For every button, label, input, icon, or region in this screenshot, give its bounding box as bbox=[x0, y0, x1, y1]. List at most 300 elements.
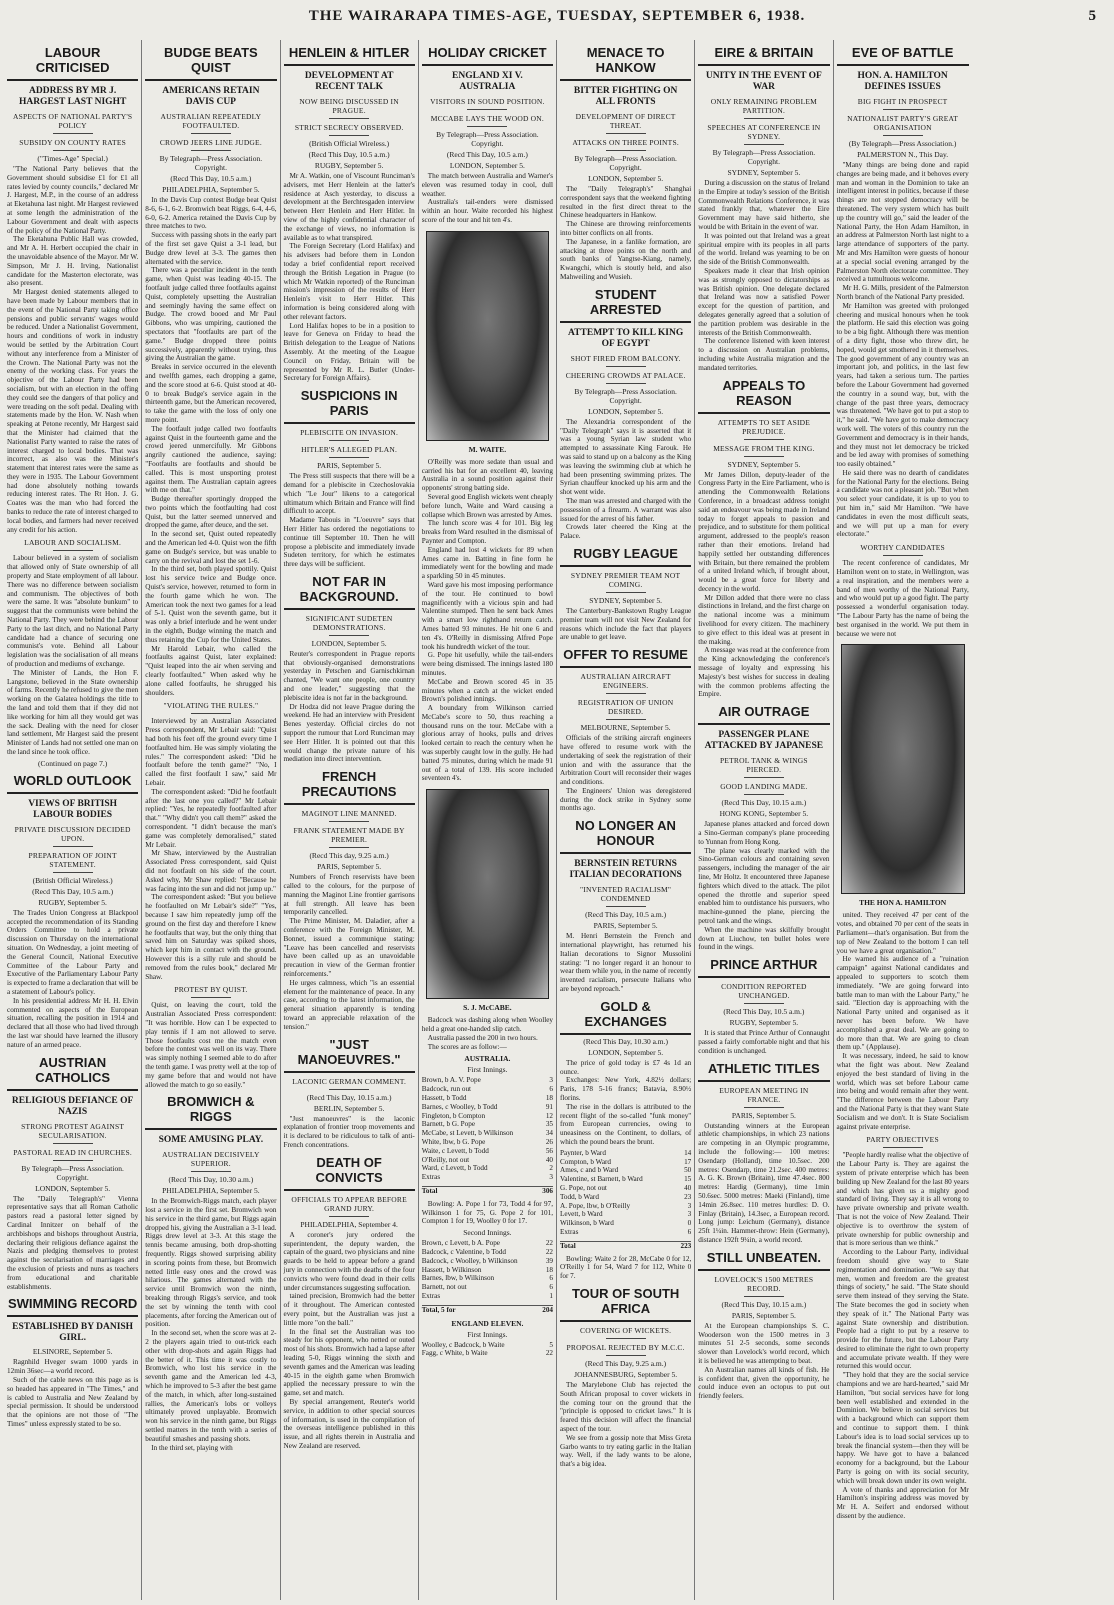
dateline: BERLIN, September 5. bbox=[313, 1103, 385, 1113]
divider-rule bbox=[606, 383, 646, 384]
paragraph: The plane was clearly marked with the Sino-German colours and containing seven passengers, including the manager of the air line, Mr Holtz. It encountered three Japanese fighters which dived to the attack. The pilot opened the throttle and superior speed enabled him to outdistance his pursuers, who machine-gunned the plane, piercing the petrol tank and the wings. bbox=[698, 846, 830, 926]
paragraph: The Canterbury-Bankstown Rugby League premier team will not visit New Zealand for reasons which include the fact that players are unable to get leave. bbox=[560, 606, 692, 642]
headline: APPEALS TO REASON bbox=[698, 375, 829, 414]
deck: WORTHY CANDIDATES bbox=[860, 543, 945, 553]
dateline: (Recd This Day, 10.5 a.m.) bbox=[308, 150, 390, 159]
paragraph: A vote of thanks and appreciation for Mr Hamilton's inspiring address was moved by Mr H. A. Seifert and endorsed without dissent by the audience. bbox=[836, 1485, 969, 1521]
photo-caption: S. J. McCABE. bbox=[463, 1003, 512, 1013]
score-label: Extras bbox=[421, 1291, 441, 1300]
paragraph: "Just manoeuvres" is the laconic explanation of frontier troop movements and it is declared to be ridiculous to talk of anti-French concentrations. bbox=[283, 1114, 415, 1149]
paragraph: The Press still suspects that there will be a demand for a plebiscite in Czechoslovakia which "Le Jour" likens to a categorical ultimatum which Britain and France will find difficult to accept. bbox=[283, 472, 415, 516]
dateline: LONDON, September 5. bbox=[449, 161, 525, 170]
headline: PRINCE ARTHUR bbox=[698, 954, 829, 978]
deck: MAGINOT LINE MANNED. bbox=[301, 809, 397, 819]
headline: OFFER TO RESUME bbox=[560, 644, 691, 668]
divider-rule bbox=[53, 150, 93, 151]
paragraph: Mr Dillon added that there were no class distinctions in Ireland, and the first charge on the national income was a minimum livelihood for every citizen. The machinery to give effect to this ideal was at present in the making. bbox=[698, 593, 830, 646]
score-value: 17 bbox=[684, 1157, 692, 1166]
deck: SPEECHES AT CONFERENCE IN SYDNEY. bbox=[707, 123, 821, 141]
deck: MESSAGE FROM THE KING. bbox=[713, 443, 815, 453]
deck: STRICT SECRECY OBSERVED. bbox=[294, 123, 404, 132]
paragraph: Speakers made it clear that Irish opinion was as strongly opposed to dictatorships as was British opinion. One delegate declared that Ireland was now a satisfied Power except for the question of partition, and delegates generally agreed that a solution of the partition problem was desirable in the interests of the British Commonwealth. bbox=[698, 266, 830, 337]
divider-rule bbox=[329, 135, 369, 136]
score-value: 3 bbox=[549, 1076, 553, 1085]
headline: STILL UNBEATEN. bbox=[698, 1247, 829, 1271]
score-table bbox=[422, 1186, 553, 1196]
score-value: 34 bbox=[545, 1129, 553, 1138]
score-label: Total bbox=[560, 1241, 576, 1250]
score-row bbox=[422, 1164, 553, 1173]
score-label: Brown, b A. V. Pope bbox=[421, 1076, 481, 1085]
table-title: AUSTRALIA. bbox=[464, 1054, 511, 1064]
divider-rule bbox=[883, 135, 923, 136]
dateline: By Telegraph—Press Association. Copyright. bbox=[574, 154, 677, 172]
dateline: PARIS, September 5. bbox=[593, 921, 658, 931]
paragraph: The correspondent asked: "Did he footfault after the last one you called?" Mr Lebair replied: "Yes, he repeatedly footfaulted after that." "Why didn't you call them?" asked the correspondent. "I didn't because the man's game was completely demoralised," stated Mr Lebair. bbox=[145, 787, 277, 849]
headline: WORLD OUTLOOK bbox=[7, 770, 138, 794]
paragraph: Crowds later cheered the King at the Palace. bbox=[560, 523, 692, 541]
dateline: HONG KONG, September 5. bbox=[719, 809, 809, 819]
divider-rule bbox=[191, 133, 231, 134]
paragraph: Several good English wickets went cheaply before lunch, Waite and Ward causing a collapse which Brown was arrested by Ames. bbox=[421, 492, 553, 519]
score-row bbox=[560, 1175, 691, 1184]
paragraph: According to the Labour Party, individual freedom should give way to State regimentation and domination. "We say that men, women and freedom are the greatest things of society," he said. "The State should serve them instead of they serving the State. The State becomes the god in society when they speak of it." The National Party was against State ownership and distribution. People had a right to put by a reserve to provide for the future, but the Labour Party desired to eliminate the right to own property and accumulate private wealth. If they were returned this would occur. bbox=[836, 1248, 969, 1371]
paragraph: The Foreign Secretary (Lord Halifax) and his advisers had before them in London today a brief confidential report received through the British Legation in Prague (to which Mr Watkin reported) of the Runciman mission's impression of the results of Herr Henlein's visit to Herr Hitler. This information is being considered along with other relevant factors. bbox=[283, 242, 415, 321]
headline: EVE OF BATTLE bbox=[837, 42, 969, 66]
paragraph: "The National Party believes that the Government should subsidise £1 for £1 all rates levied by county councils," declared Mr J. Hargest, M.P., in the course of an address at Eketahuna last night. Mr Hargest reviewed at some length the administration of the Labour Government and dealt with aspects of the policy of the National Party. bbox=[7, 165, 139, 235]
deck: AUSTRALIAN AIRCRAFT ENGINEERS. bbox=[580, 672, 671, 691]
divider-rule bbox=[606, 1355, 646, 1356]
score-label: Fingleton, b Compton bbox=[421, 1111, 486, 1120]
headline: "JUST MANOEUVRES." bbox=[284, 1034, 415, 1073]
deck: SHOT FIRED FROM BALCONY. bbox=[570, 353, 681, 363]
score-value: 0 bbox=[687, 1219, 692, 1228]
score-row bbox=[422, 1156, 553, 1165]
divider-rule bbox=[744, 1296, 784, 1297]
paragraph: Labour believed in a system of socialism that allowed only of State ownership of all property and State employment of all labour. There was no difference between socialism and communism. The objectives of both were the same. It was "absolute bunkum" to suggest that the communists were behind the National Party. They were behind the Labour Party to the last ditch, and no National Party candidate had a chance of securing one communist's vote. Behind all Labour legislation was the socialisation of all means of production and mediums of exchange. bbox=[7, 554, 139, 669]
dateline: (Recd This Day, 10.15 a.m.) bbox=[721, 798, 807, 808]
score-table bbox=[560, 1149, 691, 1237]
score-row bbox=[422, 1283, 553, 1292]
score-value: 15 bbox=[684, 1175, 692, 1184]
paragraph: Australia's tail-enders were dismissed within an hour. Waite recorded his highest score of the tour and hit ten 4's. bbox=[421, 198, 553, 224]
dateline: (Continued on page 7.) bbox=[38, 758, 108, 768]
paragraph: Ragnhild Hveger swam 1000 yards in 12min 36sec—a world record. bbox=[7, 1358, 139, 1376]
paragraph: M. Henri Bernstein the French and international playwright, has returned his Italian decorations to Signor Mussolini stating: "I no longer regard it an honour to wear them while you, in the name of recently invented racialism, persecute Italians who are beyond reproach." bbox=[560, 932, 692, 994]
dateline: ("Times-Age" Special.) bbox=[37, 154, 108, 163]
deck: CHEERING CROWDS AT PALACE. bbox=[565, 370, 686, 380]
deck: LACONIC GERMAN COMMENT. bbox=[292, 1076, 407, 1086]
paragraph: England had lost 4 wickets for 89 when Ames came in. Batting in fine form he immediately went for the bowling and made a sparkling 50 in 45 minutes. bbox=[421, 545, 553, 581]
divider-rule bbox=[329, 847, 369, 848]
score-label: Ames, c and b Ward bbox=[560, 1166, 619, 1175]
dateline: PHILADELPHIA, September 4. bbox=[300, 1219, 398, 1229]
paragraph: Ward gave his most imposing performance of the tour. He continued to bowl magnificently with a vicious spin and had Valentine stumped. Then he sent back Ames with a smart low righthand return catch. Ames batted 93 minutes. He hit one 6 and ten 4's. O'Reilly in dismissing Alfred Pope took his hundredth wicket of the tour. bbox=[421, 580, 553, 651]
subheadline: ATTEMPT TO KILL KING OF EGYPT bbox=[568, 327, 684, 349]
score-label: Paynter, b Ward bbox=[560, 1148, 606, 1157]
headline: LABOUR CRITICISED bbox=[7, 42, 138, 81]
divider-rule bbox=[606, 366, 646, 367]
score-label: O'Reilly, not out bbox=[421, 1155, 470, 1164]
dateline: LONDON, September 5. bbox=[588, 406, 664, 416]
page-number: 5 bbox=[1088, 8, 1096, 24]
paragraph: Mr A. Watkin, one of Viscount Runciman's advisers, met Herr Henlein at the latter's residence at Asch yesterday, to discuss a development at the Berchtesgaden interview between Herr Henlein and Herr Hitler. In view of the highly confidential character of the exchange of views, no information is available as to what transpired. bbox=[283, 172, 415, 242]
score-value: 26 bbox=[545, 1138, 553, 1147]
dateline: ELSINORE, September 5. bbox=[32, 1347, 113, 1357]
score-label: Fagg, c White, b Waite bbox=[421, 1349, 488, 1358]
deck: ATTEMPTS TO SET ASIDE PREJUDICE. bbox=[717, 417, 811, 436]
score-value: 50 bbox=[684, 1166, 692, 1175]
deck: "INVENTED RACIALISM" CONDEMNED bbox=[580, 885, 672, 904]
paragraph: Mr Shaw, interviewed by the Australian Associated Press correspondent, said Quist did not footfault on his side of the court. Asked why, Mr Shaw replied: "Because he was facing into the sun and did not jump up." bbox=[145, 849, 277, 893]
dateline: First Innings. bbox=[467, 1329, 508, 1339]
divider-rule bbox=[606, 592, 646, 593]
dateline: By Telegraph—Press Association. Copyright. bbox=[159, 154, 263, 172]
paragraph: He said there was no dearth of candidates for the National Party for the elections. Being a candidate was not a pleasant job. "But when you select your candidate, it is up to you to put him in," said Mr Hamilton. "We have candidates in even the most difficult seats, and we will put up a man for every electorate." bbox=[836, 468, 969, 539]
divider-rule bbox=[329, 457, 369, 458]
divider-rule bbox=[329, 440, 369, 441]
paragraph: We see from a gossip note that Miss Greta Garbo wants to try eating garlic in the Italian way. Well, if the lady wants to be alone, that's a big idea. bbox=[560, 1433, 692, 1469]
divider-rule bbox=[191, 150, 231, 151]
paragraph: The Marylebone Club has rejected the South African proposal to cover wickets in the coming tour on the ground that the "principle is opposed to cricket laws." It is feared this decision will affect the financial aspect of the tour. bbox=[560, 1380, 692, 1433]
paragraph: The Prime Minister, M. Daladier, after a conference with the Foreign Minister, M. Bonnet, issued a communique stating: "Leave has been cancelled and reservists have been called up as an unavoidable precaution in view of the German frontier reinforcements." bbox=[283, 917, 415, 979]
newspaper-columns bbox=[4, 40, 1110, 1600]
dateline: (Recd This Day, 10.15 a.m.) bbox=[721, 1299, 807, 1309]
score-label: Barnett, b G. Pope bbox=[421, 1120, 476, 1129]
deck: PROTEST BY QUIST. bbox=[174, 985, 248, 995]
paragraph: Bowling: A. Pope 1 for 73, Todd 4 for 97, Wilkinson 1 for 75, G. Pope 2 for 101, Compton 1 for 19, Woolley 0 for 17. bbox=[421, 1199, 553, 1226]
score-value: 1 bbox=[549, 1291, 553, 1300]
dateline: First Innings. bbox=[467, 1065, 508, 1075]
paragraph: Breaks in service occurred in the eleventh and twelfth games, each dropping a game, and the score stood at 6-6. Quist stood at 40-0 to break Budge's service again in the thirteenth game, but the American recovered, to take the game with the loss of only one more point. bbox=[145, 363, 277, 424]
paragraph: A message was read at the conference from the King acknowledging the conference's message of loyalty and expressing his Majesty's best wishes for success in dealing with the common problems affecting the Empire. bbox=[698, 646, 830, 699]
score-row bbox=[560, 1202, 691, 1211]
dateline: By Telegraph—Press Association. Copyright. bbox=[21, 1163, 124, 1182]
deck: LABOUR AND SOCIALISM. bbox=[24, 538, 122, 548]
deck: PROPOSAL REJECTED BY M.C.C. bbox=[566, 1342, 685, 1352]
dateline: (British Official Wireless.) bbox=[309, 139, 390, 148]
deck: BIG FIGHT IN PROSPECT bbox=[857, 97, 948, 106]
score-value: 22 bbox=[545, 1239, 553, 1248]
score-label: Extras bbox=[560, 1228, 579, 1236]
paragraph: tained precision, Bromwich had the better of it throughout. The American contested every point, but the Australian was just a little more "on the ball." bbox=[283, 1292, 415, 1327]
deck: PLEBISCITE ON INVASION. bbox=[300, 428, 399, 438]
score-label: Valentine, st Barnett, b Ward bbox=[560, 1175, 643, 1184]
score-row bbox=[422, 1248, 553, 1257]
dateline: (Recd This Day, 10.30 a.m.) bbox=[583, 1036, 669, 1046]
deck: OFFICIALS TO APPEAR BEFORE GRAND JURY. bbox=[291, 1194, 407, 1213]
score-value: 40 bbox=[545, 1155, 553, 1164]
score-row bbox=[422, 1147, 553, 1156]
paragraph: Mr Hargest denied statements alleged to have been made by Labour members that in the event of the National Party taking office pensions and public servants' wages would be reduced. Under a Nationalist Government, hours and conditions of work in industry would be settled by the Arbitration Court without any interference from a Minister of the Crown. The National Party was not the enemy of the working class. For years the objective of the Labour Party had been socialism, but with an election in the offing they could see the dangers of that policy and were treading on the soft pedal. Dealing with statements made by the Hon. W. Nash when speaking at Petone recently, Mr Hargest said that the Minister had claimed that the Nationalist Party wanted to raise the rates of interest charged to local bodies. That was incorrect, as also was the Minister's statement that interest rates were the same as they were in 1935. The Labour Government had done absolutely nothing towards reducing interest rates. The Rt Hon. J. G. Coates was the man who had forced the banks to reduce the rate of interest charged to local bodies, and farmers had never received any credit for his action. bbox=[7, 288, 139, 534]
paragraph: Budge thereafter sportingly dropped the two points which the footfaulting had cost Quist, but the latter seemed unnerved and dropped the game, after deuce, and the set. bbox=[145, 495, 277, 530]
headline: MENACE TO HANKOW bbox=[560, 42, 691, 81]
dateline: LONDON, September 5. bbox=[311, 638, 387, 648]
paragraph: It was pointed out that Ireland was a great spiritual empire with its peoples in all parts of the world. Ireland was yearning to be on the side of the British Commonwealth. bbox=[698, 231, 830, 267]
dateline: LONDON, September 5. bbox=[35, 1183, 111, 1193]
paragraph: When the machine was skilfully brought down at Liuchow, ten bullet holes were found in the wings. bbox=[698, 925, 830, 952]
deck: LOVELOCK'S 1500 METRES RECORD. bbox=[714, 1274, 814, 1293]
score-value: 223 bbox=[680, 1241, 692, 1250]
paragraph: Exchanges: New York, 4.82½ dollars; Paris, 178 5-16 francs; Batavia, 8.90½ florins. bbox=[560, 1076, 692, 1103]
headline: FRENCH PRECAUTIONS bbox=[284, 766, 415, 805]
score-row bbox=[422, 1349, 553, 1358]
dateline: (Recd This Day, 10.5 a.m.) bbox=[446, 150, 528, 159]
subheadline: BITTER FIGHTING ON ALL FRONTS bbox=[573, 86, 678, 107]
paragraph: The Minister of Lands, the Hon F. Langstone, believed in the State ownership of farms. Recently he refused to give the men working on the Galatea holdings the title to the land and told them that if they did not like working for him all they would get was the sack. Dealing with the need for closer land settlement, Mr Hargest said the present Minister of Lands had not settled one man on the land since he took office. bbox=[7, 668, 139, 756]
dateline: RUGBY, September 5. bbox=[38, 897, 107, 907]
score-value: 3 bbox=[549, 1173, 553, 1182]
paragraph: The recent conference of candidates, Mr Hamilton went on to state, in Wellington, was a real inspiration, and the members were a band of men worthy of the National Party, and who would put up a good fight. The party possessed a wonderful organisation today. "The Labour Party has the name of being the best organised in the world. We put them in because we were not bbox=[836, 559, 969, 638]
paragraph: The man was arrested and charged with the possession of a firearm. A warrant was also issued for the arrest of his father. bbox=[560, 496, 692, 523]
score-value: 6 bbox=[687, 1228, 692, 1236]
photo-caption: THE HON A. HAMILTON bbox=[859, 898, 947, 908]
portrait-photo bbox=[426, 789, 549, 999]
paragraph: The correspondent asked: "But you believe he footfaulted on Mr Lebair's side?" "Yes, because I saw him repeatedly jump off the ground on the first day and therefore I knew he footfaults that way, but the only thing that saved him on Saturday was spiked shoes, which kept him in contact with the ground. However this is a silly rule and should be removed from the rules book," declared Mr Shaw. bbox=[145, 893, 277, 981]
dateline: SYDNEY, September 5. bbox=[589, 595, 663, 605]
dateline: LONDON, September 5. bbox=[588, 174, 664, 183]
subheadline: PASSENGER PLANE ATTACKED BY JAPANESE bbox=[704, 730, 824, 752]
dateline: PHILADELPHIA, September 5. bbox=[162, 1186, 260, 1196]
column-4 bbox=[419, 40, 557, 1600]
portrait-photo bbox=[841, 644, 965, 894]
paragraph: "People hardly realise what the objective of the Labour Party is. They are against the system of private enterprise which has been building up New Zealand for the last 80 years and which has given us a mighty good standard of living. They say it is all wrong to have private ownership and private wealth. That is not the voice of New Zealand. Their objective is to overthrow the system of private ownership for public ownership and that is more serious than we think." bbox=[836, 1151, 969, 1248]
score-row bbox=[560, 1210, 691, 1219]
deck: VISITORS IN SOUND POSITION. bbox=[430, 97, 545, 106]
paragraph: The Eketahuna Public Hall was crowded, and Mr A. H. Herbert occupied the chair in the unavoidable absence of the Mayor. Mr W. Simpson, Mr J. H. Irving, Nationalist candidate for the Masterton electorate, was also present. bbox=[7, 235, 139, 288]
subheadline: ADDRESS BY MR J. HARGEST LAST NIGHT bbox=[18, 86, 127, 107]
column-3 bbox=[281, 40, 419, 1600]
paragraph: In the second set, Quist outed repeatedly and the American led 4-0. Quist won the fifth game on Budge's service, but was unable to carry on the revival and lost the set 1-6. bbox=[145, 530, 277, 565]
deck: PREPARATION OF JOINT STATEMENT. bbox=[28, 850, 117, 869]
divider-rule bbox=[606, 693, 646, 694]
divider-rule bbox=[606, 1338, 646, 1339]
score-table bbox=[422, 1076, 553, 1182]
paragraph: Badcock was dashing along when Woolley held a great one-handed slip catch. bbox=[421, 1016, 553, 1034]
score-row bbox=[422, 1341, 553, 1350]
headline: GOLD & EXCHANGES bbox=[560, 996, 691, 1035]
dateline: By Telegraph—Press Association. Copyright. bbox=[712, 148, 816, 166]
divider-rule bbox=[744, 118, 784, 119]
paragraph: The Chinese are throwing reinforcements into bitter conflicts on all fronts. bbox=[560, 220, 692, 237]
score-value: 5 bbox=[549, 1340, 553, 1349]
score-row bbox=[560, 1241, 691, 1251]
divider-rule bbox=[744, 439, 784, 440]
paragraph: The "Daily Telegraph's" Shanghai correspondent says that the weekend fighting resulted in the first direct threat to the Chinese headquarters in Hankow. bbox=[560, 185, 692, 220]
divider-rule bbox=[606, 150, 646, 151]
divider-rule bbox=[883, 555, 923, 556]
divider-rule bbox=[467, 109, 507, 110]
score-value: 40 bbox=[684, 1184, 692, 1193]
score-label: Woolley, c Badcock, b Waite bbox=[421, 1340, 505, 1349]
divider-rule bbox=[744, 144, 784, 145]
score-row bbox=[422, 1103, 553, 1112]
dateline: By Telegraph—Press Association. Copyright. bbox=[574, 386, 677, 405]
paragraph: He warned his audience of a "ruination campaign" against National candidates and appealed to supporters to scotch them immediately. "We are going forward into battle man to man with the Labour Party," he said. "Election day is approaching with the National Party united and organised as it never has been before. We have accomplished a great deal. We are going to do more than that. We are going to clean them up." (Applause). bbox=[836, 955, 969, 1052]
score-row bbox=[422, 1094, 553, 1103]
dateline: (Recd This Day, 10.30 a.m.) bbox=[168, 1175, 254, 1185]
deck: PARTY OBJECTIVES bbox=[866, 1135, 939, 1145]
score-row bbox=[422, 1120, 553, 1129]
paragraph: Japanese planes attacked and forced down a Sino-German company's plane proceeding to Yunnan from Hong Kong. bbox=[698, 820, 830, 846]
score-table bbox=[422, 1341, 553, 1359]
score-table bbox=[422, 1305, 553, 1315]
divider-rule bbox=[53, 872, 93, 873]
headline: HOLIDAY CRICKET bbox=[422, 42, 553, 66]
column-7 bbox=[834, 40, 972, 1600]
paragraph: Mr H. G. Mills, president of the Palmerston North branch of the National Party presided. bbox=[836, 284, 969, 301]
headline: EIRE & BRITAIN bbox=[698, 42, 829, 66]
score-row bbox=[422, 1085, 553, 1094]
paragraph: The Engineers' Union was deregistered during the dock strike in Sydney some months ago. bbox=[560, 786, 692, 813]
paragraph: Such of the cable news on this page as is so headed has appeared in "The Times," and is cabled to Australia and New Zealand by special permission. It should be understood that the opinions are not those of "The Times" unless expressly stated to be so. bbox=[7, 1375, 139, 1428]
paragraph: Success with passing shots in the early part of the first set gave Quist a 3-1 lead, but Budge drew level at 3-3. The games then alternated with the service. bbox=[145, 231, 277, 266]
paragraph: Outstanding winners at the European athletic championships, in which 23 nations are competing in an Olympic programme, include the following:— 100 metres: Osendarp (Holland), time 10.5sec. 200 metres: Osendarp, time 21.2sec. 400 metres: A. G. K. Brown (Britain), time 47.4sec. 800 metres: Hardig (Germany), time 1min 50.6sec. 5000 metres: Maeki (Finland), time 14min 26.8sec. 110 metres hurdles: D. O. Finlay (Britain), 14.3sec, a European record. Long jump: Leichum (Germany), distance 25ft 1¼in. Hammer-throw: Hein (Germany), distance 192ft 9¼in, a world record. bbox=[698, 1121, 830, 1244]
score-row bbox=[422, 1076, 553, 1085]
score-label: Compton, b Ward bbox=[560, 1157, 611, 1166]
deck: ATTACKS ON THREE POINTS. bbox=[572, 138, 679, 147]
dateline: (Recd This Day, 10.15 a.m.) bbox=[306, 1092, 392, 1102]
subheadline: BERNSTEIN RETURNS ITALIAN DECORATIONS bbox=[569, 859, 682, 881]
score-label: Badcock, c Valentine, b Todd bbox=[421, 1248, 507, 1256]
score-label: Total bbox=[421, 1187, 438, 1196]
score-label: White, lbw, b G. Pope bbox=[421, 1138, 486, 1147]
subheadline: RELIGIOUS DEFIANCE OF NAZIS bbox=[11, 1095, 134, 1117]
score-value: 22 bbox=[545, 1248, 553, 1256]
headline: SUSPICIONS IN PARIS bbox=[284, 385, 415, 424]
paragraph: In the third set, both played spottily. Quist lost his service twice and Budge once. Quist's service, however, returned to form in the fourth game which he won. The American took the next two games for a lead of 5-1. Quist won the seventh game, but it was only a brief interlude and he went under in the eighth, Budge winning the match and thus retaining the Cup for the United States. bbox=[145, 565, 277, 644]
dateline: By Telegraph—Press Association. Copyright. bbox=[436, 130, 539, 148]
paragraph: Officials of the striking aircraft engineers have offered to resume work with the undertaking of seek the registration of their union and with the assurance that the Arbitration Court will reconsider their wages and conditions. bbox=[560, 734, 692, 787]
paragraph: The match between Australia and Warner's eleven was resumed today in cool, dull weather. bbox=[421, 172, 553, 198]
headline: TOUR OF SOUTH AFRICA bbox=[560, 1283, 691, 1322]
paragraph: The rise in the dollars is attributed to the recent flight of the so-called "funk money" from European currencies, owing to uneasiness on the Continent, to dollars, of which the pound bears the brunt. bbox=[560, 1102, 692, 1147]
score-value: 6 bbox=[549, 1085, 553, 1094]
score-label: Barnes, c Woolley, b Todd bbox=[421, 1102, 498, 1111]
score-table bbox=[560, 1241, 691, 1251]
column-5 bbox=[557, 40, 695, 1600]
deck: PETROL TANK & WINGS PIERCED. bbox=[719, 756, 808, 775]
score-value: 39 bbox=[545, 1256, 553, 1265]
paragraph: Madame Tabouis in "L'oeuvre" says that Herr Hitler has ordered the negotiations to continue till September 10. Then he will propose a plebiscite and immediately invade Sudeten territory, for which he estimates three days will be sufficient. bbox=[283, 516, 415, 569]
score-value: 204 bbox=[542, 1305, 553, 1314]
divider-rule bbox=[329, 635, 369, 636]
score-table bbox=[422, 1239, 553, 1301]
dateline: Second Innings. bbox=[463, 1228, 512, 1238]
divider-rule bbox=[53, 550, 93, 551]
paragraph: "They hold that they are the social service champions and we are hard-hearted," said Mr Hamilton, "but social services have for long been well established and extended in the Dominion. We believe in social services but with a background which can support them and continue to support them. I think Labour's idea is to load social services up to break the financial system—then they will be happy. We have got to have a balanced economy for a background, but the Labour Party is going on with its social security, which will break down under its own weight. bbox=[836, 1371, 969, 1485]
paragraph: Mr Hamilton was greeted with prolonged cheering and musical honours when he took the platform. He said this election was going to be a big fight. Although there was mention of a dirty fight, those who threw dirt, he hoped, would get smothered in it themselves. The good government of any country was an important job, and politics, in the last few years, had taken a serious turn. The parties before the Labour Government had governed the country in a sound way, but, with the change of the past three years, democracy was threatened. "We have got to put a stop to it," he said. "We have got to make democracy work well. The voters of this country run the Government and democracy is in their hands, and they must not let democracy be tricked and be led away with promises of something too easily obtained." bbox=[836, 301, 969, 469]
dateline: PHILADELPHIA, September 5. bbox=[162, 185, 260, 194]
score-value: 35 bbox=[545, 1120, 553, 1129]
paragraph: Numbers of French reservists have been called to the colours, for the purpose of manning the Maginot Line frontier garrisons at full strength. All leave has been temporarily cancelled. bbox=[283, 873, 415, 917]
score-row bbox=[422, 1112, 553, 1121]
divider-rule bbox=[883, 1147, 923, 1148]
score-value: 2 bbox=[549, 1164, 553, 1173]
score-value: 56 bbox=[545, 1146, 553, 1155]
divider-rule bbox=[744, 1107, 784, 1108]
score-row bbox=[560, 1228, 691, 1237]
headline: HENLEIN & HITLER bbox=[284, 42, 415, 66]
paragraph: Interviewed by an Australian Associated Press correspondent, Mr Lebair said: "Quist had both his feet off the ground every time I footfaulted him. He was simply violating the rules." The correspondent asked: "Did he footfault before the tenth game?" "No, I called the first footfault I saw," said Mr Lebair. bbox=[145, 717, 277, 787]
paragraph: The "Daily Telegraph's" Vienna representative says that all Roman Catholic pastors read a pastoral letter signed by Cardinal Innitzer on behalf of the archbishops and bishops throughout Austria, declaring their religious defiance against the Nazis and pledging themselves to protest against the secularisation of marriages and the exclusion of priests and nuns as teachers from educational and charitable establishments. bbox=[7, 1194, 139, 1291]
score-label: Todd, b Ward bbox=[560, 1192, 599, 1201]
divider-rule bbox=[53, 1143, 93, 1144]
deck: PRIVATE DISCUSSION DECIDED UPON. bbox=[14, 824, 131, 843]
score-value: 23 bbox=[684, 1192, 692, 1201]
score-row bbox=[422, 1129, 553, 1138]
table-title: ENGLAND ELEVEN. bbox=[451, 1318, 524, 1328]
paragraph: Dr Hodza did not leave Prague during the weekend. He had an interview with President Benes yesterday. Official circles do not support the rumour that Lord Runciman may see Herr Hitler. It is pointed out that this would change the private nature of his mediation into direct intervention. bbox=[283, 702, 415, 764]
score-row bbox=[560, 1219, 691, 1228]
paragraph: In the final set the Australian was too steady for his opponent, who netted or outed most of his shots. Bromwich had a lapse after leading 5-0, Riggs winning the sixth and seventh games and the American was leading 40-15 in the eighth game when Bromwich applied the necessary pressure to win the game, set and match. bbox=[283, 1327, 415, 1398]
paragraph: O'Reilly was more sedate than usual and carried his bat for an excellent 40, leaving Australia in a sound position against their opponents' strong batting side. bbox=[421, 457, 553, 493]
score-value: 3 bbox=[687, 1201, 692, 1210]
paragraph: The price of gold today is £7 4s 1d an ounce. bbox=[560, 1058, 692, 1076]
headline: BUDGE BEATS QUIST bbox=[145, 42, 276, 81]
score-row bbox=[422, 1173, 553, 1182]
paragraph: It is stated that Prince Arthur of Connaught passed a fairly comfortable night and that his condition is unchanged. bbox=[698, 1029, 830, 1055]
deck: SIGNIFICANT SUDETEN DEMONSTRATIONS. bbox=[305, 613, 393, 632]
divider-rule bbox=[606, 719, 646, 720]
paragraph: There was a peculiar incident in the tenth game, when Quist was leading 40-15. The footfault judge called three footfaults against Quist, completely upsetting the Australian and seemingly having the same effect on Budge. The crowd booed and Mr Paul Gibbons, who was umpiring, cautioned the spectators that "footfaults are part of the game." Budge dropped three points successively, apparently without trying, thus giving the Australian the game. bbox=[145, 266, 277, 363]
dateline: RUGBY, September 5. bbox=[314, 161, 384, 170]
deck: AUSTRALIAN DECISIVELY SUPERIOR. bbox=[162, 1150, 260, 1169]
deck: GOOD LANDING MADE. bbox=[720, 782, 808, 792]
score-row bbox=[422, 1274, 553, 1283]
paragraph: Mr Harold Lebair, who called the footfaults against Quist, later explained: "Quist leaped into the air when serving and clearly footfaulted." When asked why he alone called footfaults, he shrugged his shoulders. bbox=[145, 644, 277, 697]
score-value: 18 bbox=[545, 1094, 553, 1103]
deck: ONLY REMAINING PROBLEM PARTITION. bbox=[710, 97, 818, 115]
paragraph: In his presidential address Mr H. H. Elvin commented on aspects of the European situation, recalling the position in 1914 and declared that all those who had lived through the last war should have learned the illusory nature of an armed peace. bbox=[7, 996, 139, 1049]
paragraph: "Many things are being done and rapid changes are being made, and it behoves every man and woman in the Dominion to take an intelligent interest in politics, because if these things are not stopped democracy will be threatened. The very system which has built up the country will go," said the leader of the National Party, the Hon Adam Hamilton, in an address at Palmerston North last night to a large attendance of supporters of the party. Mr and Mrs Hamilton were guests of honour at a special social evening arranged by the Palmerston North electorate committee. They received a tumultuous welcome. bbox=[836, 161, 969, 284]
divider-rule bbox=[883, 109, 923, 110]
score-row bbox=[560, 1193, 691, 1202]
score-row bbox=[560, 1166, 691, 1175]
paragraph: By special arrangement, Reuter's world service, in addition to other special sources of information, is used in the compilation of the overseas intelligence published in this issue, and all rights therein in Australia and New Zealand are reserved. bbox=[283, 1397, 415, 1450]
newspaper-title: THE WAIRARAPA TIMES-AGE, TUESDAY, SEPTEMBER 6, 1938. bbox=[308, 8, 806, 24]
column-6 bbox=[695, 40, 833, 1600]
dateline: (Recd This day, 9.25 a.m.) bbox=[309, 851, 389, 861]
headline: RUGBY LEAGUE bbox=[560, 543, 691, 567]
column-2 bbox=[142, 40, 280, 1600]
deck: NOW BEING DISCUSSED IN PRAGUE. bbox=[299, 97, 399, 115]
deck: EUROPEAN MEETING IN FRANCE. bbox=[719, 1085, 809, 1104]
divider-rule bbox=[191, 1171, 231, 1172]
deck: PASTORAL READ IN CHURCHES. bbox=[13, 1147, 132, 1157]
score-label: McCabe, st Levett, b Wilkinson bbox=[421, 1129, 514, 1138]
score-value: 6 bbox=[549, 1274, 553, 1283]
deck: "VIOLATING THE RULES." bbox=[163, 701, 259, 711]
deck: NATIONALIST PARTY'S GREAT ORGANISATION bbox=[847, 114, 959, 132]
paragraph: An Australian names all kinds of fish. He is confident that, given the opportunity, he could induce even an octopus to put out friendly feelers. bbox=[698, 1365, 830, 1401]
paragraph: Australia passed the 200 in two hours. bbox=[427, 1033, 538, 1042]
score-label: Extras bbox=[421, 1173, 441, 1182]
divider-rule bbox=[606, 133, 646, 134]
score-row bbox=[422, 1138, 553, 1147]
paragraph: Reuter's correspondent in Prague reports that obviously-organised demonstrations yesterday in Petschen and Garnischkirnan chanted, "We want one people, one country and one leader," suggesting that the plebiscite idea is not far in the background. bbox=[283, 649, 415, 702]
subheadline: HON. A. HAMILTON DEFINES ISSUES bbox=[857, 71, 948, 92]
subheadline: VIEWS OF BRITISH LABOUR BODIES bbox=[28, 798, 118, 820]
deck: CROWD JEERS LINE JUDGE. bbox=[159, 138, 262, 147]
score-value: 22 bbox=[545, 1349, 553, 1358]
dateline: LONDON, September 5. bbox=[588, 1047, 664, 1057]
paragraph: The Alexandria correspondent of the "Daily Telegraph" says it is asserted that it was a young Syrian law student who attempted to assassinate King Farouk. He was said to stand up on a balcony as the King was leaving the swimming club at which he had been presenting swimming prizes. The Syrian chauffeur knocked up his arm and the shot went wide. bbox=[560, 417, 692, 497]
paragraph: At the European championships S. C. Wooderson won the 1500 metres in 3 minutes 51 2-5 seconds, some seconds slower than Lovelock's world record, which it is believed he was attempting to beat. bbox=[698, 1321, 830, 1365]
paragraph: Lord Halifax hopes to be in a position to leave for Geneva on Friday to head the British delegation to the League of Nations Assembly. At the meeting of the League Council on Friday, Britain will be represented by Mr R. L. Butler (Under-Secretary for Foreign Affairs). bbox=[283, 321, 415, 383]
paragraph: The footfault judge called two footfaults against Quist in the fourteenth game and the crowd jeered unmercifully. Mr Gibbons angrily cautioned the audience, saying: "Footfaults are footfaults and should be called. This is most unsporting protest against them. The Australian captain agrees with me on that." bbox=[145, 424, 277, 495]
score-label: Total, 5 for bbox=[421, 1305, 456, 1314]
